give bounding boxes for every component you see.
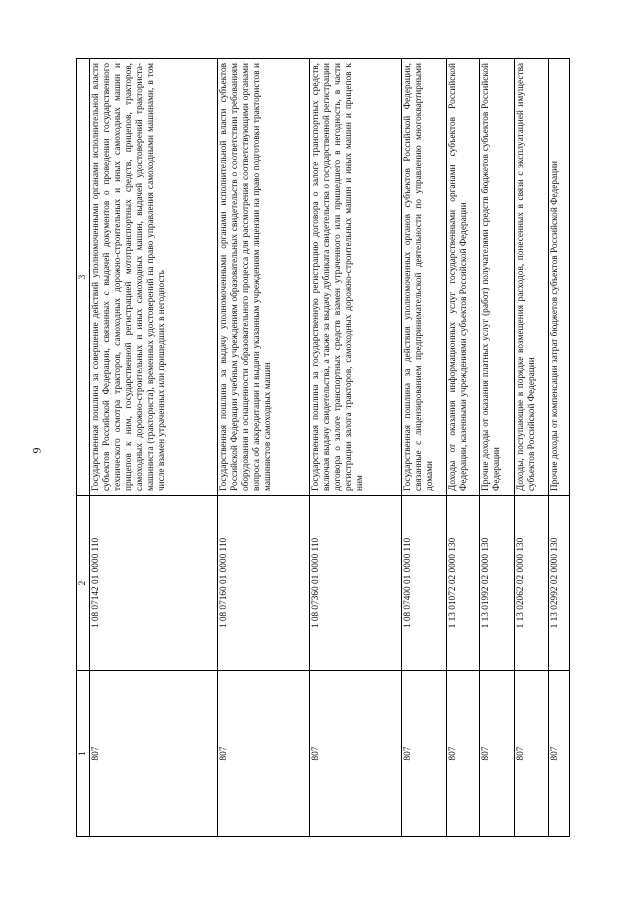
- admin-code-cell: 807: [447, 671, 480, 837]
- table-row: [90, 59, 218, 837]
- revenue-code-cell: 1 08 07142 01 0000 110: [90, 496, 218, 671]
- revenue-code-cell: 1 13 02062 02 0000 130: [514, 496, 548, 671]
- table-header-row: [77, 59, 90, 837]
- table-row: [401, 59, 446, 837]
- revenue-code-cell: 1 08 07360 01 0000 110: [310, 496, 402, 671]
- description-cell: Государственная пошлина за совершение действий уполномоченными органами исполнительной власти субъектов Российской Федерации, связанных с выдачей документов о проведении государственного технического осмотра тракторов, самоходных дорожно-строительных и иных самоходных машин и прицепов к ним, государственной регистрацией мототранспортных средств, прицепов, тракторов, самоходных дорожно-строительных и иных самоходных машин, выдачей удостоверений тракториста-машиниста (тракториста), временных удостоверений на право управления самоходными машинами, в том числе взамен утраченных или пришедших в негодность: [90, 59, 218, 496]
- rotated-table-container: [76, 59, 570, 837]
- description-cell: Доходы, поступающие в порядке возмещения расходов, понесенных в связи с эксплуатацией имущества субъектов Российской Федерации: [514, 59, 548, 496]
- admin-code-cell: 807: [218, 671, 310, 837]
- admin-code-cell: 807: [310, 671, 402, 837]
- description-cell: Прочие доходы от оказания платных услуг (работ) получателями средств бюджетов субъектов Российской Федерации: [480, 59, 514, 496]
- table-row: [548, 59, 569, 837]
- admin-code-cell: 807: [480, 671, 514, 837]
- table-orientation-wrapper: [76, 59, 570, 837]
- header-col-2: 2: [77, 496, 90, 671]
- admin-code-cell: 807: [401, 671, 446, 837]
- description-cell: Доходы от оказания информационных услуг государственными органами субъектов Российской Федерации, казенными учреждениями субъектов Российской Федерации: [447, 59, 480, 496]
- revenue-code-cell: 1 08 07400 01 0000 110: [401, 496, 446, 671]
- revenue-codes-table: [76, 58, 570, 837]
- description-cell: Государственная пошлина за действия уполномоченных органов субъектов Российской Федерации, связанные с лицензированием предпринимательской деятельности по управлению многоквартирными домами: [401, 59, 446, 496]
- page-number: 9: [29, 447, 44, 454]
- table-row: [480, 59, 514, 837]
- revenue-code-cell: 1 13 01072 02 0000 130: [447, 496, 480, 671]
- table-row: [310, 59, 402, 837]
- header-col-3: 3: [77, 59, 90, 496]
- description-cell: Прочие доходы от компенсации затрат бюджетов субъектов Российской Федерации: [548, 59, 569, 496]
- table-row: [514, 59, 548, 837]
- description-cell: Государственная пошлина за государственную регистрацию договора о залоге транспортных средств, включая выдачу свидетельства, а также за выдачу дубликата свидетельства о государственной регистрации договора о залоге транспортных средств взамен утраченного или пришедшего в негодность, в части регистрации залога тракторов, самоходных дорожно-строительных машин и иных машин и прицепов к ним: [310, 59, 402, 496]
- table-row: [447, 59, 480, 837]
- table-row: [218, 59, 310, 837]
- revenue-code-cell: 1 08 07160 01 0000 110: [218, 496, 310, 671]
- admin-code-cell: 807: [90, 671, 218, 837]
- description-cell: Государственная пошлина за выдачу уполномоченными органами исполнительной власти субъектов Российской Федерации учебным учреждениям образовательных свидетельств о соответствии требованиям оборудования и оснащенности образовательного процесса для рассмотрения соответствующими органами вопроса об аккредитации и выдачи указанным учреждениям лицензии на право подготовки трактористов и машинистов самоходных машин: [218, 59, 310, 496]
- admin-code-cell: 807: [514, 671, 548, 837]
- header-col-1: 1: [77, 671, 90, 837]
- revenue-code-cell: 1 13 01992 02 0000 130: [480, 496, 514, 671]
- revenue-code-cell: 1 13 02992 02 0000 130: [548, 496, 569, 671]
- admin-code-cell: 807: [548, 671, 569, 837]
